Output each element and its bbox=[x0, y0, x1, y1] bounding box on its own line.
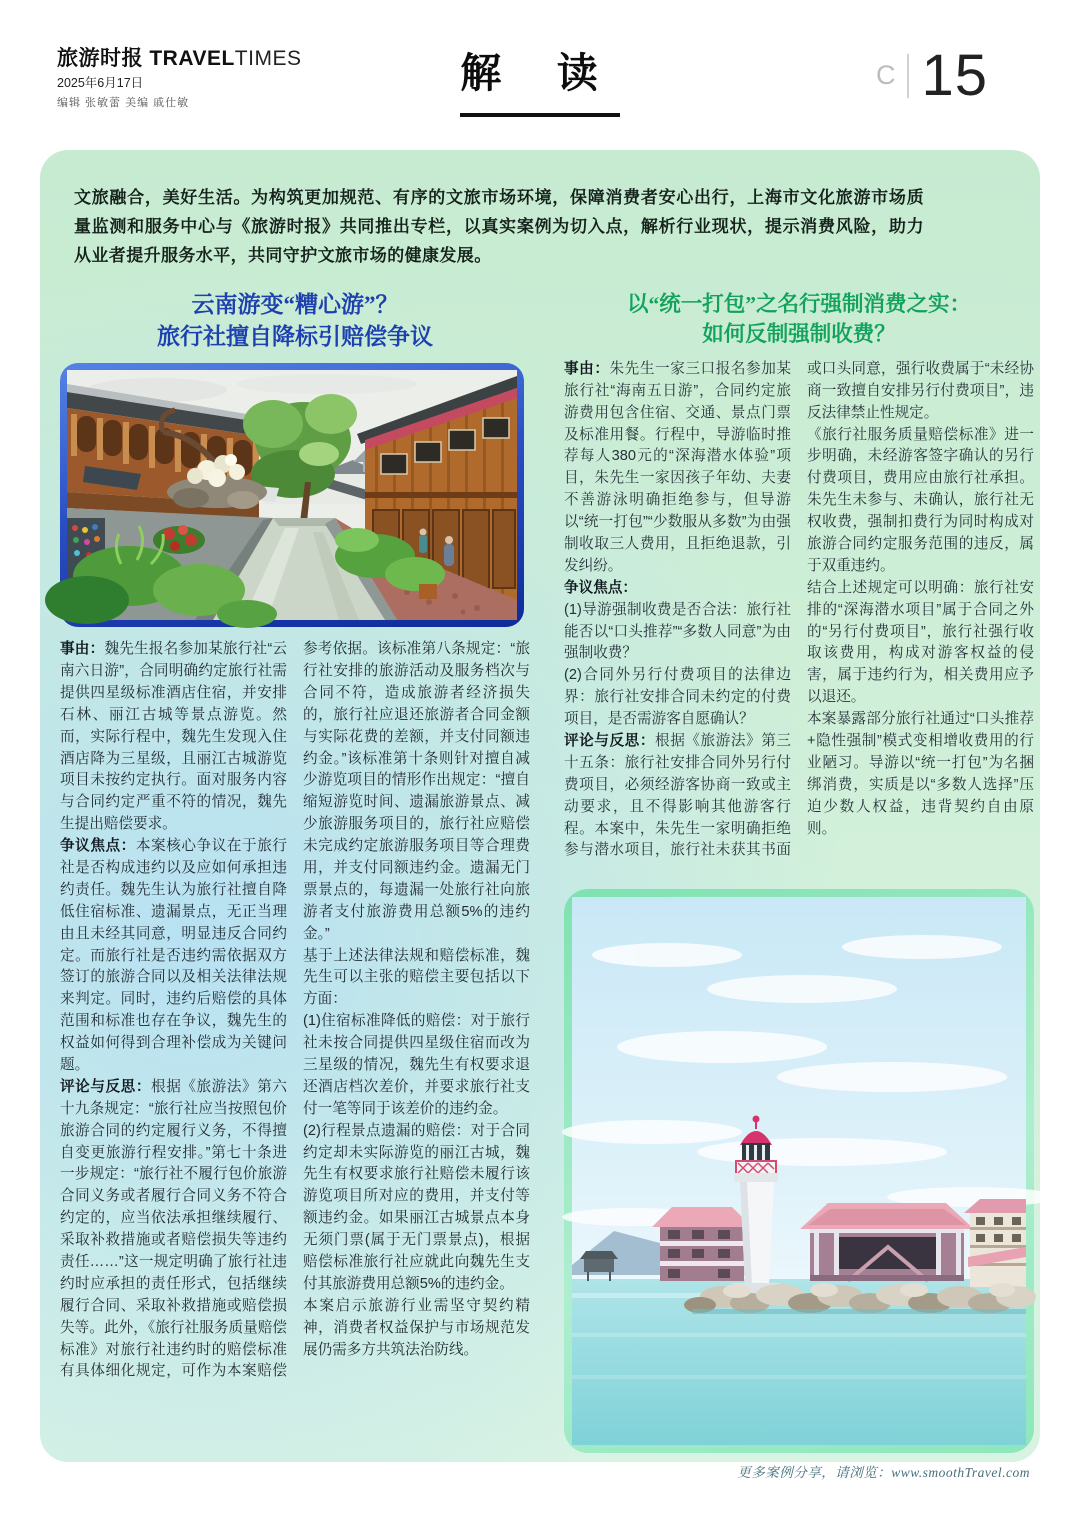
page-number-block bbox=[876, 42, 988, 109]
right-article bbox=[564, 285, 1034, 1481]
paragraph: 事由：魏先生报名参加某旅行社“云南六日游”，合同明确约定旅行社需提供四星级标准酒店住宿，并安排石林、丽江古城等景点游览。然而，实际行程中，魏先生发现入住酒店降为三星级，且丽江古城游览项目未按约定执行。面对服务内容与合同约定严重不符的情况，魏先生提出赔偿要求。 bbox=[60, 641, 287, 833]
right-title-line2: 如何反制强制收费？ bbox=[702, 321, 896, 346]
paragraph: 争议焦点：本案核心争议在于旅行社是否构成违约以及应如何承担违约责任。魏先生认为旅行社擅自降低住宿标准、遗漏景点，无正当理由且未经其同意，明显违反合同约定。而旅行社是否违约需依据双方签订的旅游合同以及相关法律法规来判定。同时，违约后赔偿的具体范围和标准也存在争议，魏先生的权益如何得到合理补偿成为关键问题。 bbox=[60, 838, 287, 1073]
masthead-en-light: TIMES bbox=[234, 47, 302, 70]
left-title-line2: 旅行社擅自降标引赔偿争议 bbox=[157, 323, 433, 349]
paragraph: 基于上述法律法规和赔偿标准，魏先生可以主张的赔偿主要包括以下方面： bbox=[303, 947, 530, 1008]
content-card bbox=[40, 150, 1040, 1480]
paragraph: (1)住宿标准降低的赔偿：对于旅行社未按合同提供四星级住宿而改为三星级的情况，魏先生有权要求退还酒店档次差价，并要求旅行社支付一笔等同于该差价的违约金。 bbox=[303, 1013, 530, 1117]
issue-date: 2025年6月17日 bbox=[57, 76, 144, 91]
page-number-divider bbox=[907, 54, 909, 98]
page-number: 15 bbox=[921, 43, 988, 108]
paragraph: 结合上述规定可以明确：旅行社安排的“深海潜水项目”属于合同之外的“另行付费项目”，旅行社强行收取该费用，构成对游客权益的侵害，属于违约行为，相关费用应予以退还。 bbox=[807, 579, 1034, 706]
paragraph: 本案暴露部分旅行社通过“口头推荐+隐性强制”模式变相增收费用的行业陋习。导游以“统一打包”为名捆绑消费，实质是以“多数人选择”压迫少数人权益，违背契约自由原则。 bbox=[807, 711, 1034, 837]
left-article-body bbox=[60, 639, 530, 1471]
paragraph: (2)合同外另行付费项目的法律边界：旅行社安排合同未约定的付费项目，是否需游客自愿确认？ bbox=[564, 667, 791, 728]
photo-caption: 更多案例分享，请浏览：www.smoothTravel.com bbox=[737, 1464, 1030, 1480]
staff-line: 编辑 张敏蕾 美编 戚仕敏 bbox=[57, 96, 190, 109]
left-title-line1: 云南游变“糟心游”？ bbox=[191, 291, 399, 317]
left-article bbox=[60, 285, 530, 1481]
old-town-photo-illustration bbox=[67, 370, 517, 620]
paragraph: 评论与反思：根据《旅游法》第三十五条：旅行社安排合同外另行付费项目，必须经游客协商一致或主动要求，且不得影响其他游客行程。本案中，朱先生一家明确拒绝参与潜水项目，旅行社未获其书面或口头同意，强行收费属于“未经协商一致擅自安排另行付费项目”，违反法律禁止性规定。 bbox=[564, 360, 1034, 859]
paragraph: 《旅行社服务质量赔偿标准》进一步明确，未经游客签字确认的另行付费项目，费用应由旅行社承担。朱先生未参与、未确认，旅行社无权收费，强制扣费行为同时构成对旅游合同约定服务范围的违反，属于双重违约。 bbox=[807, 426, 1034, 574]
left-article-title bbox=[60, 289, 530, 353]
right-article-body bbox=[564, 359, 1034, 879]
paragraph: 评论与反思：根据《旅游法》第六十九条规定：“旅行社应当按照包价旅游合同的约定履行义务，不得擅自变更旅游行程安排。”第七十条进一步规定：“旅行社不履行包价旅游合同义务或者履行合同义务不符合约定的，应当依法承担继续履行、采取补救措施或者赔偿损失等违约责任……”这一规定明确了旅行社违约时应承担的责任形式，包括继续履行合同、采取补救措施或赔偿损失等。此外，《旅行社服务质量赔偿标准》对旅行社违约时的赔偿标准有具体细化规定，可作为本案赔偿参考依据。该标准第八条规定：“旅行社安排的旅游活动及服务档次与合同不符，造成旅游者经济损失的，旅行社应退还旅游者合同金额与实际花费的差额，并支付同额违约金。”该标准第十条则针对擅自减少游览项目的情形作出规定：“擅自缩短游览时间、遗漏旅游景点、减少旅游服务项目的，旅行社应赔偿未完成约定旅游服务项目等合理费用，并支付同额违约金。遗漏无门票景点的，每遗漏一处旅行社向旅游者支付旅游费用总额5%的违约金。” bbox=[60, 641, 530, 1380]
paragraph: 事由：朱先生一家三口报名参加某旅行社“海南五日游”，合同约定旅游费用包含住宿、交通、景点门票及标准用餐。行程中，导游临时推荐每人380元的“深海潜水体验”项目，朱先生一家因孩子年幼、夫妻不善游泳明确拒绝参与，但导游以“统一打包”“少数服从多数”为由强制收取三人费用，且拒绝退款，引发纠纷。 bbox=[564, 360, 791, 574]
paragraph: (1)导游强制收费是否合法：旅行社能否以“口头推荐”“多数人同意”为由强制收费？ bbox=[564, 601, 791, 662]
paragraph: 争议焦点： bbox=[564, 579, 637, 596]
lighthouse-photo bbox=[572, 897, 1026, 1445]
section-letter: C bbox=[875, 60, 896, 90]
section-underline bbox=[460, 113, 620, 117]
paragraph: 本案启示旅游行业需坚守契约精神，消费者权益保护与市场规范发展仍需多方共筑法治防线。 bbox=[303, 1297, 530, 1358]
old-town-canal-photo bbox=[67, 370, 517, 620]
intro-paragraph: 文旅融合，美好生活。为构筑更加规范、有序的文旅市场环境，保障消费者安心出行，上海市文化旅游市场质量监测和服务中心与《旅游时报》共同推出专栏，以真实案例为切入点，解析行业现状，提示消费风险，助力从业者提升服务水平，共同守护文旅市场的健康发展。 bbox=[74, 188, 924, 265]
section-title: 解 读 bbox=[460, 50, 620, 96]
lighthouse-photo-illustration bbox=[572, 897, 1026, 1445]
lighthouse-photo-frame bbox=[564, 889, 1034, 1453]
masthead-cn: 旅游时报 bbox=[57, 47, 143, 70]
masthead-en-bold: TRAVEL bbox=[149, 47, 235, 70]
page-header bbox=[0, 0, 1080, 150]
right-article-title bbox=[564, 289, 1034, 349]
articles-row bbox=[40, 275, 1040, 1481]
paragraph: (2)行程景点遗漏的赔偿：对于合同约定却未实际游览的丽江古城，魏先生有权要求旅行社赔偿未履行该游览项目所对应的费用，并支付等额违约金。如果丽江古城景点本身无须门票(属于无门票景点)，根据赔偿标准旅行社应就此向魏先生支付其旅游费用总额5%的违约金。 bbox=[303, 1122, 530, 1292]
right-title-line1: 以“统一打包”之名行强制消费之实： bbox=[626, 291, 971, 316]
old-town-photo-frame bbox=[60, 363, 524, 627]
